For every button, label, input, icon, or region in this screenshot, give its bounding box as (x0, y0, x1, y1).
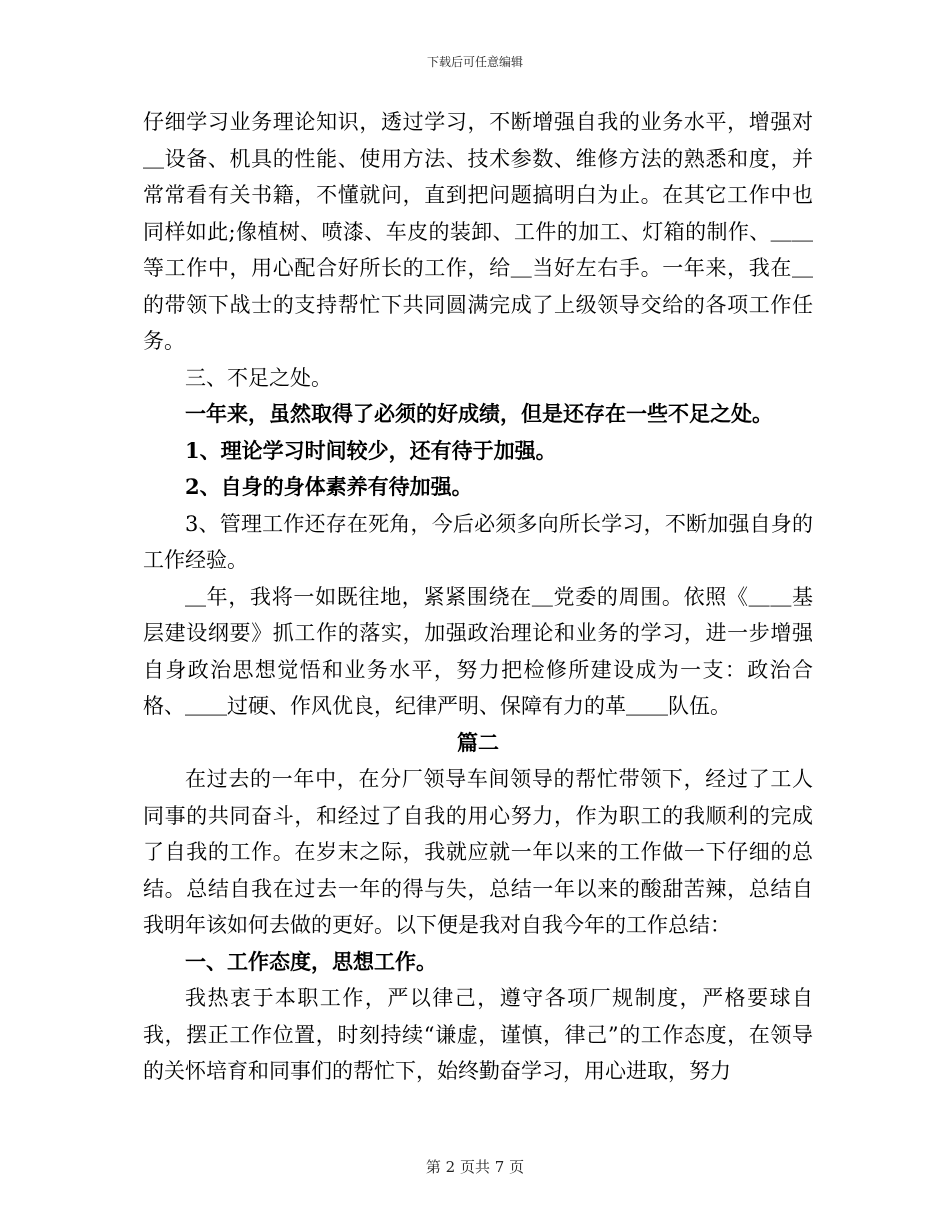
paragraph-intro-part-two: 在过去的一年中，在分厂领导车间领导的帮忙带领下，经过了工人同事的共同奋斗，和经过了自我的用心努力，作为职工的我顺利的完成了自我的工作。在岁末之际，我就应就一年以来的工作做一下仔细的总结。总结自我在过去一年的得与失，总结一年以来的酸甜苦辣，总结自我明年该如何去做的更好。以下便是我对自我今年的工作总结： (143, 767, 813, 937)
page-header: 下载后可任意编辑 (426, 55, 523, 69)
list-item-3: 3、管理工作还存在死角，今后必须多向所长学习，不断加强自身的工作经验。 (143, 511, 813, 572)
list-item-1: 1、理论学习时间较少，还有待于加强。 (185, 437, 557, 463)
paragraph-continuation: 仔细学习业务理论知识，透过学习，不断增强自我的业务水平，增强对＿设备、机具的性能、使用方法、技术参数、维修方法的熟悉和度，并常常看有关书籍，不懂就问，直到把问题搞明白为止。在其它工作中也同样如此;像植树、喷漆、车皮的装卸、工件的加工、灯箱的制作、＿＿等工作中，用心配合好所长的工作，给＿当好左右手。一年来，我在＿的带领下战士的支持帮忙下共同圆满完成了上级领导交给的各项工作任务。 (143, 110, 813, 353)
section-title-part-two: 篇二 (457, 729, 499, 755)
paragraph-next-year: ＿年，我将一如既往地，紧紧围绕在＿党委的周围。依照《＿＿基层建设纲要》抓工作的落实，加强政治理论和业务的学习，进一步增强自身政治思想觉悟和业务水平，努力把检修所建设成为一支：政治合格、＿＿过硬、作风优良，纪律严明、保障有力的革＿＿队伍。 (143, 584, 813, 718)
document-body (143, 104, 813, 1090)
paragraph-work-attitude: 我热衷于本职工作，严以律己，遵守各项厂规制度，严格要球自我，摆正工作位置，时刻持续“谦虚，谨慎，律己”的工作态度，在领导的关怀培育和同事们的帮忙下，始终勤奋学习，用心进取，努力 (143, 986, 813, 1083)
section-heading-shortcomings: 三、不足之处。 (185, 365, 332, 390)
list-item-2: 2、自身的身体素养有待加强。 (185, 474, 473, 499)
page-footer: 第 2 页共 7 页 (425, 1158, 525, 1176)
paragraph-shortcomings-intro: 一年来，虽然取得了必须的好成绩，但是还存在一些不足之处。 (185, 401, 773, 426)
section-heading-work-attitude: 一、工作态度，思想工作。 (185, 948, 437, 974)
